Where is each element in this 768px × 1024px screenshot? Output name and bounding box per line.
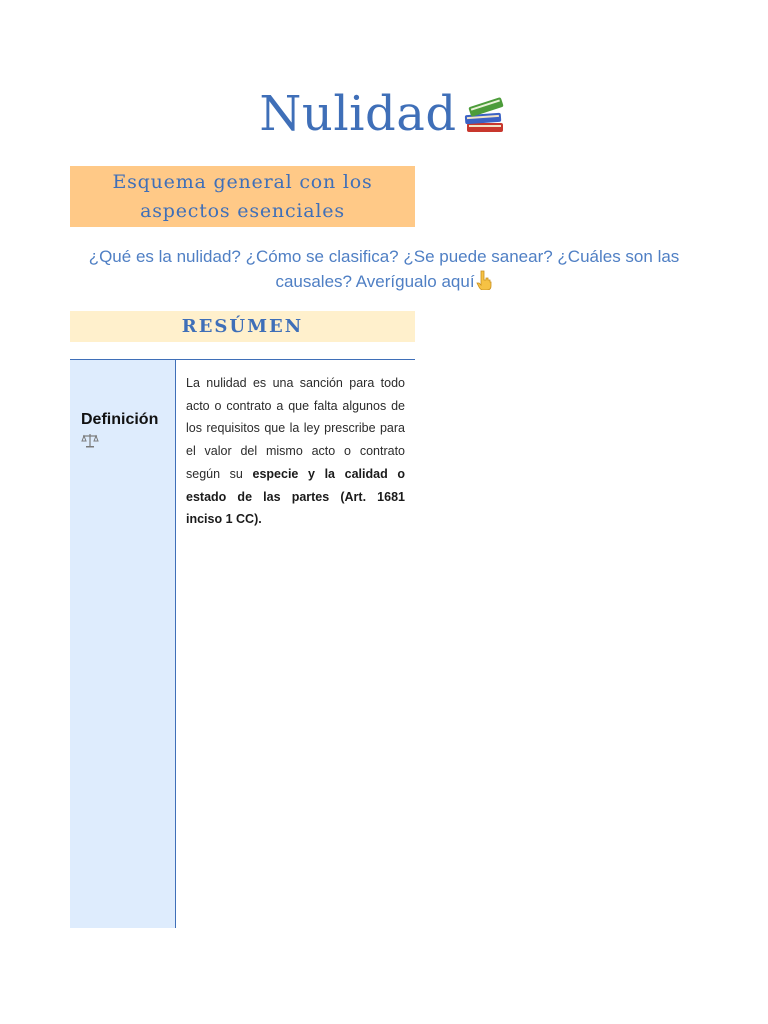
table-row (70, 359, 415, 541)
label-cell-empty (70, 540, 176, 928)
scale-icon (81, 432, 99, 448)
books-icon (461, 90, 509, 138)
section-heading-bar (70, 311, 415, 342)
content-cell (176, 360, 415, 540)
subtitle-line-1: Esquema general con los (112, 170, 373, 193)
content-cell-empty (176, 540, 415, 928)
page-header (0, 82, 768, 146)
subtitle-text (112, 168, 372, 226)
subtitle-line-2: aspectos esenciales (140, 199, 345, 222)
definition-normal: La nulidad es una sanción para todo acto o contrato a que falta algunos de los requisitos que la ley prescribe para el valor del mismo acto o contrato según su (186, 376, 405, 481)
intro-line-1: ¿Qué es la nulidad? ¿Cómo se clasifica? ¿Se puede sanear? ¿Cuáles son las (88, 247, 680, 266)
definition-bold: especie y la calidad o estado de las partes (Art. 1681 inciso 1 CC). (186, 466, 405, 527)
label-cell (70, 360, 176, 540)
table-row-empty (70, 540, 415, 928)
summary-table (70, 359, 415, 928)
row-label (81, 409, 171, 453)
row-label-text: Definición (81, 411, 159, 428)
subtitle-banner (70, 166, 415, 227)
intro-line-2: causales? Averígualo aquí (275, 272, 475, 291)
pointing-down-icon (476, 270, 493, 290)
page-title: Nulidad (259, 86, 457, 142)
intro-text (60, 244, 708, 294)
section-heading: RESÚMEN (181, 316, 304, 337)
definition-text (186, 372, 405, 531)
